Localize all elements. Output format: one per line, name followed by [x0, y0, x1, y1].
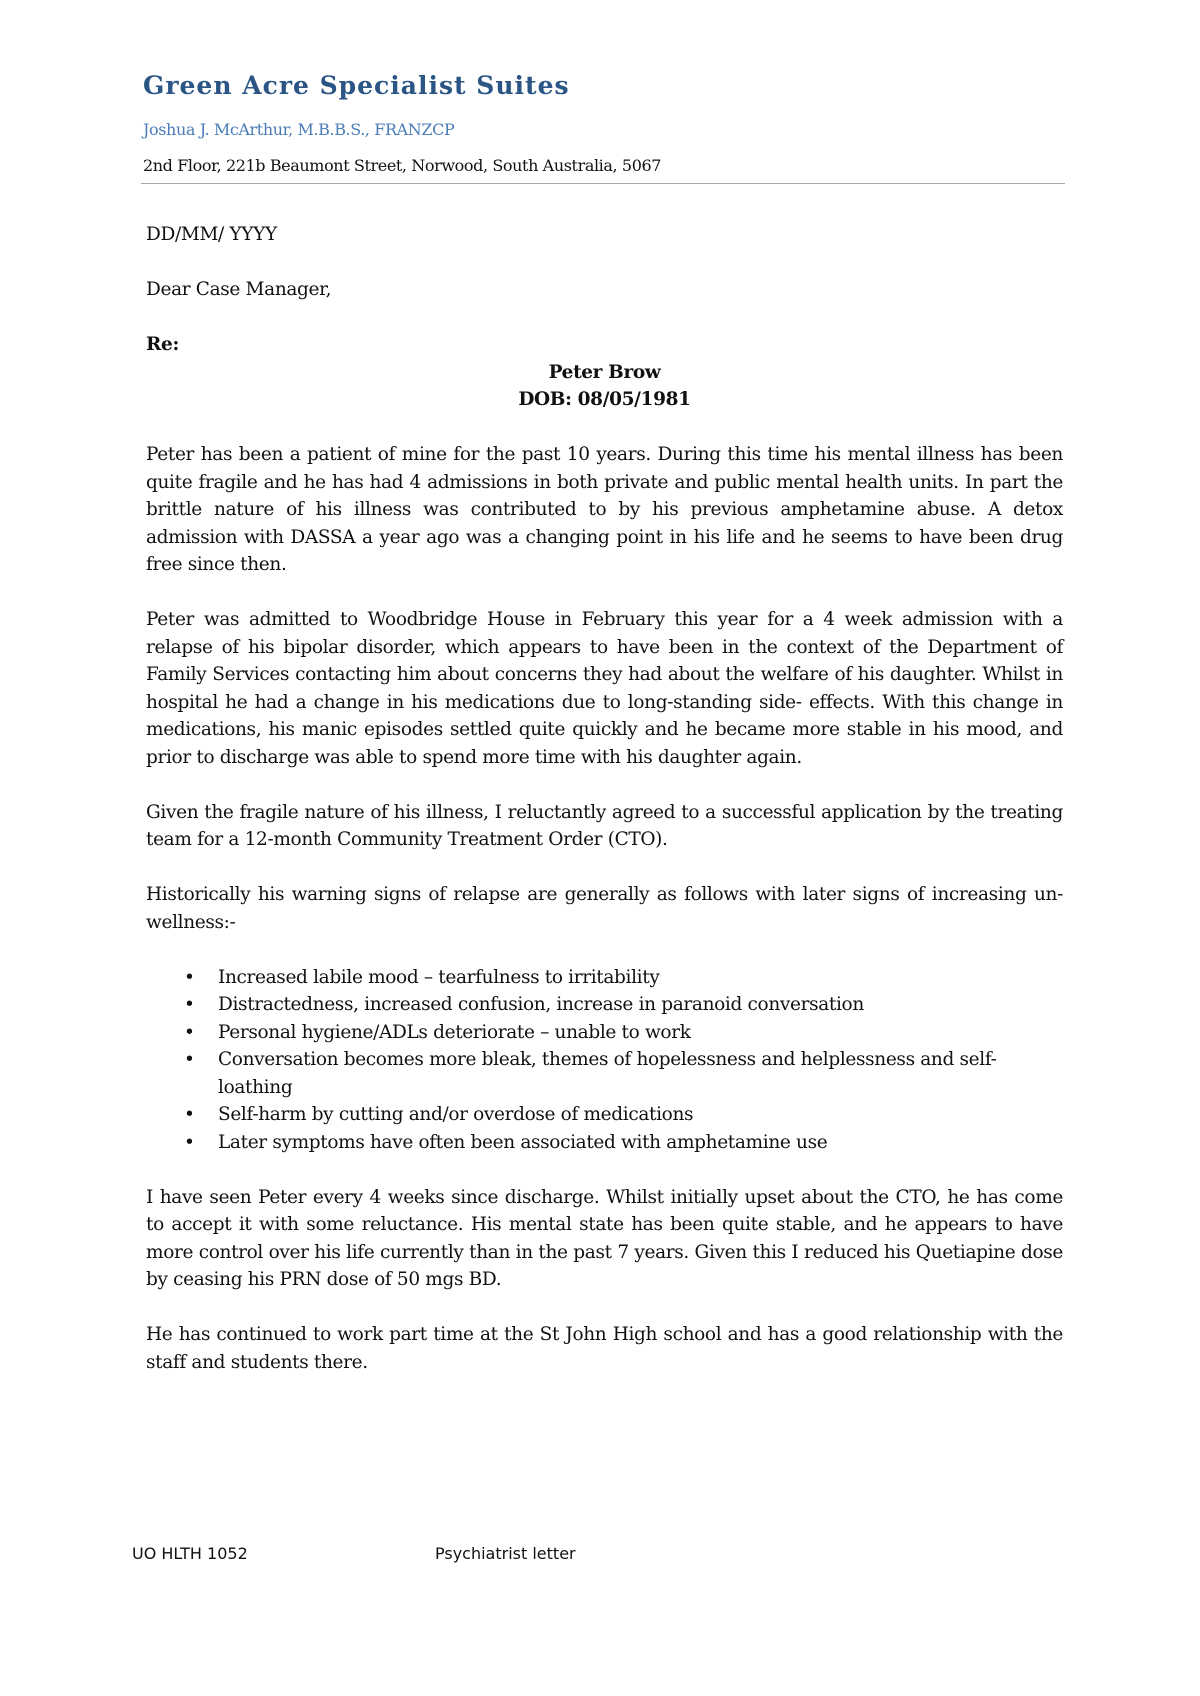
paragraph-warning-intro: Historically his warning signs of relapse are generally as follows with later signs of increasing un-wellness:-	[146, 884, 1063, 933]
list-item-text: Conversation becomes more bleak, themes of hopelessness and helplessness and self-loathing	[218, 1049, 997, 1098]
practice-address: 2nd Floor, 221b Beaumont Street, Norwood, South Australia, 5067	[143, 156, 662, 175]
patient-details	[146, 359, 1063, 414]
patient-name: Peter Brow	[548, 361, 661, 383]
list-item	[146, 1101, 1063, 1129]
list-item	[146, 1129, 1063, 1157]
warning-signs-list	[146, 964, 1063, 1157]
paragraph-history: Peter has been a patient of mine for the past 10 years. During this time his mental illness has been quite fragile and he has had 4 admissions in both private and public mental health units. In part the brittle nature of his illness was contributed to by his previous amphetamine abuse. A detox admission with DASSA a year ago was a changing point in his life and he seems to have been drug free since then.	[146, 444, 1063, 575]
paragraph-cto: Given the fragile nature of his illness, I reluctantly agreed to a successful application by the treating team for a 12-month Community Treatment Order (CTO).	[146, 801, 1063, 850]
paragraph-progress: I have seen Peter every 4 weeks since discharge. Whilst initially upset about the CTO, he has come to accept it with some reluctance. His mental state has been quite stable, and he appears to have more control over his life currently than in the past 7 years. Given this I reduced his Quetiapine dose by ceasing his PRN dose of 50 mgs BD.	[146, 1186, 1063, 1290]
bullet-icon: •	[184, 1049, 195, 1070]
bullet-icon: •	[184, 994, 195, 1015]
paragraph-admission: Peter was admitted to Woodbridge House in February this year for a 4 week admission with a relapse of his bipolar disorder, which appears to have been in the context of the Department of Family Services contacting him about concerns they had about the welfare of his daughter. Whilst in hospital he had a change in his medications due to long-standing side- effects. With this change in medications, his manic episodes settled quite quickly and he became more stable in his mood, and prior to discharge was able to spend more time with his daughter again.	[146, 609, 1063, 768]
list-item-text: Distractedness, increased confusion, increase in paranoid conversation	[218, 994, 864, 1015]
list-item	[146, 1019, 1063, 1047]
re-label: Re:	[146, 334, 179, 355]
bullet-icon: •	[184, 1131, 195, 1153]
list-item-text: Increased labile mood – tearfulness to irritability	[218, 966, 660, 988]
organization-name: Green Acre Specialist Suites	[143, 71, 570, 100]
letterhead	[143, 66, 1061, 178]
footer-document-title: Psychiatrist letter	[435, 1544, 576, 1563]
list-item-text: Self-harm by cutting and/or overdose of medications	[218, 1104, 694, 1125]
letterhead-divider	[141, 183, 1065, 184]
bullet-icon: •	[184, 966, 195, 988]
list-item-text: Personal hygiene/ADLs deteriorate – unable to work	[218, 1021, 691, 1043]
list-item-text: Later symptoms have often been associated with amphetamine use	[218, 1131, 828, 1153]
bullet-icon: •	[184, 1021, 195, 1043]
letter-body	[146, 221, 1063, 1376]
paragraph-employment: He has continued to work part time at the St John High school and has a good relationship with the staff and students there.	[146, 1324, 1063, 1373]
salutation: Dear Case Manager,	[146, 279, 332, 300]
list-item	[146, 964, 1063, 992]
doctor-name: Joshua J. McArthur, M.B.B.S., FRANZCP	[143, 120, 455, 139]
letter-date: DD/MM/ YYYY	[146, 224, 277, 245]
list-item	[146, 1046, 1063, 1101]
footer-course-code: UO HLTH 1052	[132, 1544, 248, 1563]
list-item	[146, 991, 1063, 1019]
patient-dob: DOB: 08/05/1981	[518, 389, 691, 410]
bullet-icon: •	[184, 1104, 195, 1125]
